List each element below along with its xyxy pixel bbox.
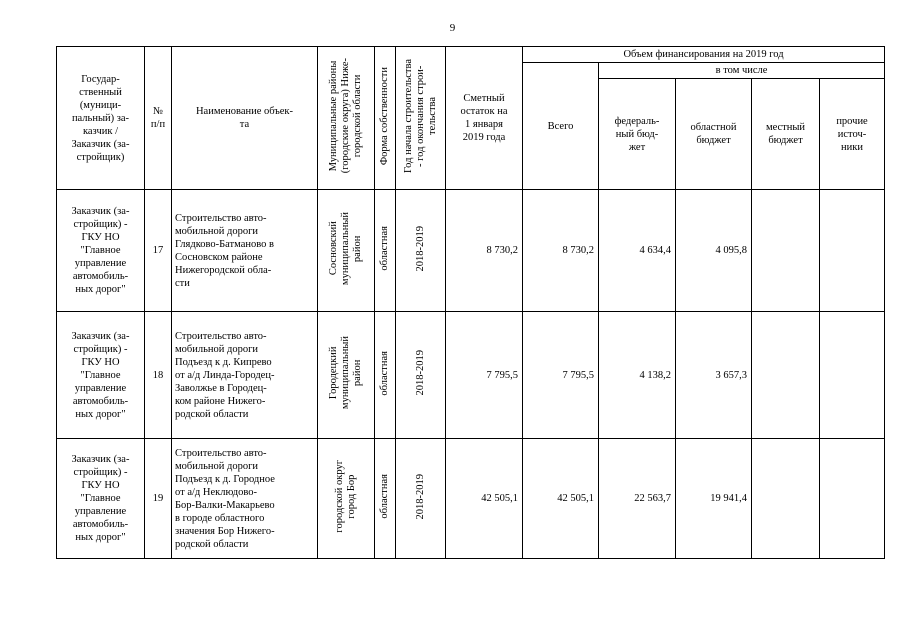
row-total: 42 505,1 bbox=[523, 439, 599, 559]
row-district: Городецкий муниципальный район bbox=[328, 336, 363, 410]
row-ownership: областная bbox=[379, 474, 390, 519]
row-customer: Заказчик (за- стройщик) - ГКУ НО "Главное управление автомобиль- ных дорог" bbox=[57, 190, 145, 312]
header-regional: областной бюджет bbox=[676, 79, 752, 190]
header-customer: Государ- ственный (муници- пальный) за- казчик / Заказчик (за- стройщик) bbox=[57, 47, 145, 190]
row-district: городской округ город Бор bbox=[334, 460, 357, 533]
row-regional: 19 941,4 bbox=[676, 439, 752, 559]
header-district-cell bbox=[318, 47, 375, 190]
row-estimated-balance: 7 795,5 bbox=[446, 312, 523, 439]
table-row bbox=[57, 312, 885, 439]
row-ownership: областная bbox=[379, 226, 390, 271]
row-federal: 22 563,7 bbox=[599, 439, 676, 559]
header-federal: федераль- ный бюд- жет bbox=[599, 79, 676, 190]
row-district-cell bbox=[318, 190, 375, 312]
header-ownership-cell bbox=[375, 47, 396, 190]
row-years: 2018-2019 bbox=[414, 225, 426, 272]
row-local bbox=[752, 312, 820, 439]
header-district: Муниципальные районы (городские округа) Ниже- городской области bbox=[328, 58, 363, 174]
header-including: в том числе bbox=[599, 63, 885, 79]
row-local bbox=[752, 439, 820, 559]
row-regional: 4 095,8 bbox=[676, 190, 752, 312]
header-total: Всего bbox=[523, 63, 599, 190]
header-object-name: Наименование объек- та bbox=[172, 47, 318, 190]
header-row-1 bbox=[57, 47, 885, 63]
header-other: прочие источ- ники bbox=[820, 79, 885, 190]
row-object-name: Строительство авто- мобильной дороги Глядково-Батманово в Сосновском районе Нижегородской обла- сти bbox=[172, 190, 318, 312]
header-years: Год начала строительства - год окончания строи- тельства bbox=[402, 59, 438, 173]
row-number: 18 bbox=[145, 312, 172, 439]
row-years-cell bbox=[396, 439, 446, 559]
row-object-name: Строительство авто- мобильной дороги Подъезд к д. Кипрево от а/д Линда-Городец- Заволжье в Городец- ком районе Нижего- родской области bbox=[172, 312, 318, 439]
row-estimated-balance: 42 505,1 bbox=[446, 439, 523, 559]
row-district-cell bbox=[318, 312, 375, 439]
table-row bbox=[57, 439, 885, 559]
row-total: 8 730,2 bbox=[523, 190, 599, 312]
row-ownership: областная bbox=[379, 350, 390, 396]
row-district: Сосновский муниципальный район bbox=[328, 211, 363, 286]
row-customer: Заказчик (за- стройщик) - ГКУ НО "Главное управление автомобиль- ных дорог" bbox=[57, 439, 145, 559]
row-object-name: Строительство авто- мобильной дороги Подъезд к д. Городное от а/д Неклюдово- Бор-Валки-Макарьево в городе областного значения Бор Нижего- родской области bbox=[172, 439, 318, 559]
row-federal: 4 138,2 bbox=[599, 312, 676, 439]
header-financing: Объем финансирования на 2019 год bbox=[523, 47, 885, 63]
header-years-cell bbox=[396, 47, 446, 190]
financing-table bbox=[56, 46, 885, 559]
row-other bbox=[820, 190, 885, 312]
row-years-cell bbox=[396, 312, 446, 439]
row-years-cell bbox=[396, 190, 446, 312]
page-number: 9 bbox=[449, 22, 456, 34]
header-local: местный бюджет bbox=[752, 79, 820, 190]
row-local bbox=[752, 190, 820, 312]
row-years: 2018-2019 bbox=[414, 473, 426, 520]
row-estimated-balance: 8 730,2 bbox=[446, 190, 523, 312]
header-ownership: Форма собственности bbox=[379, 66, 390, 166]
row-years: 2018-2019 bbox=[414, 350, 426, 396]
row-total: 7 795,5 bbox=[523, 312, 599, 439]
row-other bbox=[820, 312, 885, 439]
header-number: № п/п bbox=[145, 47, 172, 190]
row-customer: Заказчик (за- стройщик) - ГКУ НО "Главное управление автомобиль- ных дорог" bbox=[57, 312, 145, 439]
header-estimated-balance: Сметный остаток на 1 января 2019 года bbox=[446, 47, 523, 190]
row-other bbox=[820, 439, 885, 559]
row-regional: 3 657,3 bbox=[676, 312, 752, 439]
row-ownership-cell bbox=[375, 439, 396, 559]
row-district-cell bbox=[318, 439, 375, 559]
row-federal: 4 634,4 bbox=[599, 190, 676, 312]
row-number: 19 bbox=[145, 439, 172, 559]
row-number: 17 bbox=[145, 190, 172, 312]
row-ownership-cell bbox=[375, 190, 396, 312]
table-row bbox=[57, 190, 885, 312]
row-ownership-cell bbox=[375, 312, 396, 439]
